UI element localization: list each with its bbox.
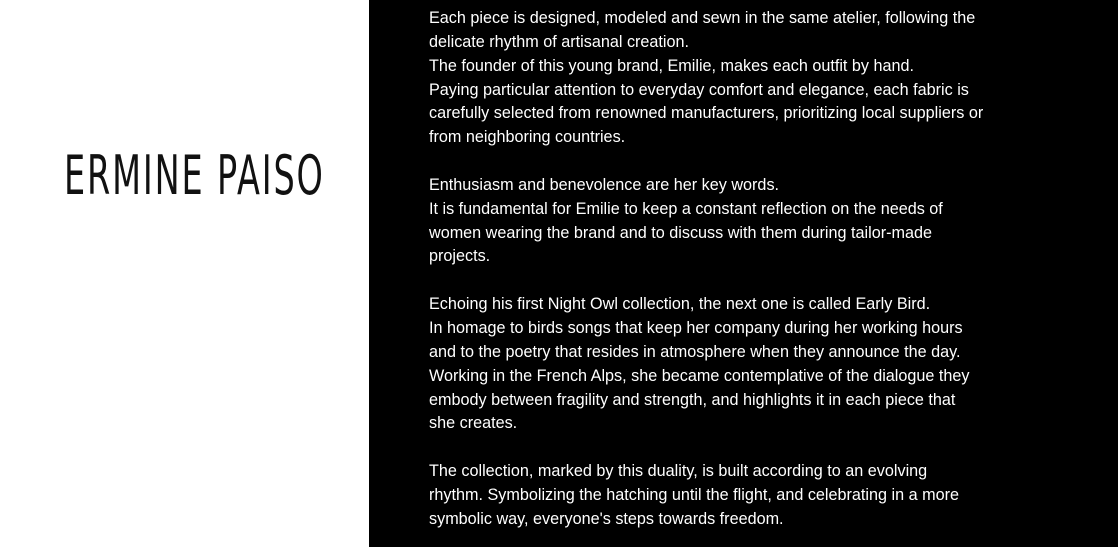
text-line: rhythm. Symbolizing the hatching until the flight, and celebrating in a more (429, 485, 959, 504)
brand-logo: ERMINE PAISO (64, 144, 325, 207)
text-line: delicate rhythm of artisanal creation. (429, 32, 690, 51)
text-line: The founder of this young brand, Emilie, makes each outfit by hand. (429, 56, 915, 75)
text-line: embody between fragility and strength, and highlights it in each piece that (429, 390, 956, 409)
brand-panel (0, 0, 369, 547)
text-line: carefully selected from renowned manufacturers, prioritizing local suppliers or (429, 104, 984, 123)
paragraph-collection (429, 293, 1029, 436)
about-text (429, 7, 1029, 532)
text-line: Enthusiasm and benevolence are her key words. (429, 175, 780, 194)
text-line: In homage to birds songs that keep her company during her working hours (429, 318, 963, 337)
text-line: symbolic way, everyone's steps towards freedom. (429, 509, 784, 528)
about-text-panel (369, 0, 1118, 547)
text-line: Paying particular attention to everyday comfort and elegance, each fabric is (429, 80, 969, 99)
text-line: It is fundamental for Emilie to keep a constant reflection on the needs of (429, 199, 943, 218)
text-line: she creates. (429, 414, 518, 433)
text-line: Each piece is designed, modeled and sewn in the same atelier, following the (429, 9, 976, 27)
text-line: The collection, marked by this duality, is built according to an evolving (429, 462, 928, 481)
paragraph-duality (429, 460, 1029, 532)
text-line: Echoing his first Night Owl collection, the next one is called Early Bird. (429, 295, 931, 314)
text-line: women wearing the brand and to discuss with them during tailor-made (429, 223, 932, 242)
text-line: Working in the French Alps, she became contemplative of the dialogue they (429, 366, 970, 385)
paragraph-atelier (429, 7, 1029, 150)
paragraph-values (429, 174, 1029, 269)
text-line: projects. (429, 247, 491, 266)
text-line: and to the poetry that resides in atmosphere when they announce the day. (429, 342, 961, 361)
text-line: from neighboring countries. (429, 128, 626, 147)
